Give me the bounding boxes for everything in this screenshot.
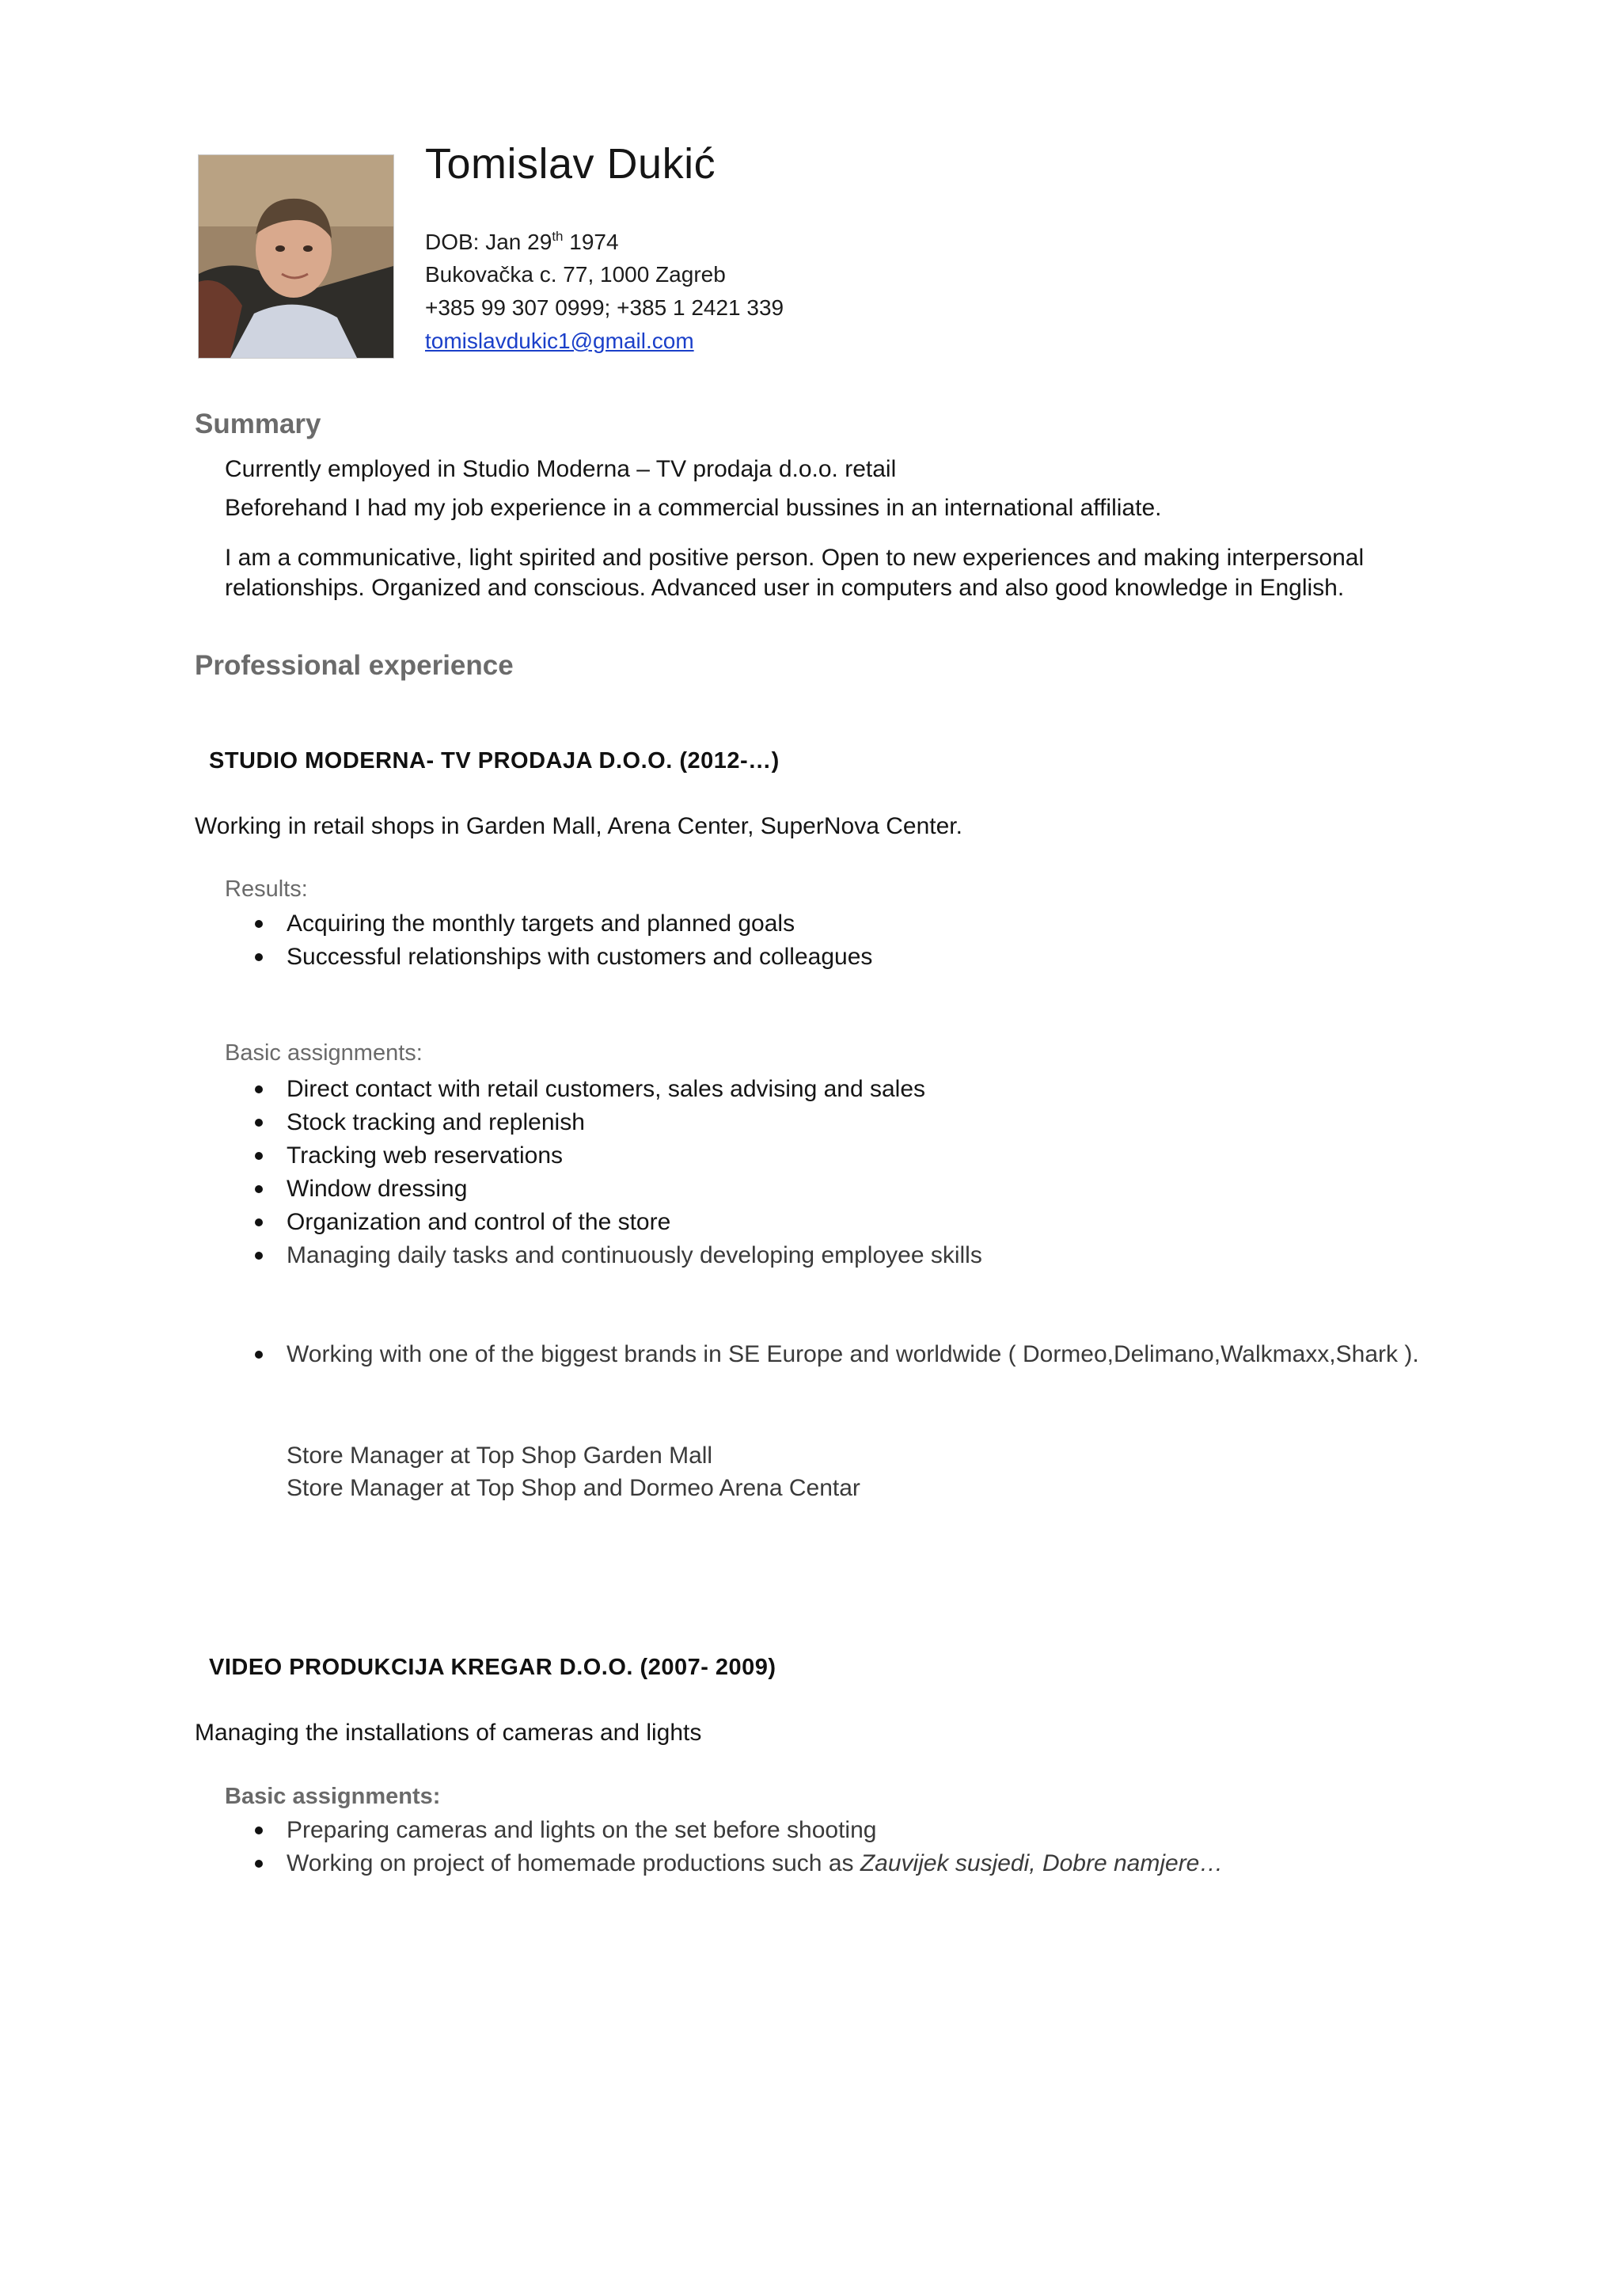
list-item: Managing daily tasks and continuously developing employee skills: [252, 1239, 982, 1272]
results-label: Results:: [225, 876, 308, 902]
list-item: Organization and control of the store: [252, 1206, 982, 1239]
project-titles: Zauvijek susjedi, Dobre namjere…: [860, 1850, 1224, 1876]
list-item: Acquiring the monthly targets and planned goals: [252, 907, 872, 941]
results-list: [252, 907, 872, 974]
list-item: Preparing cameras and lights on the set before shooting: [252, 1814, 1223, 1847]
assignments-label: Basic assignments:: [225, 1784, 441, 1809]
list-item: Successful relationships with customers and colleagues: [252, 941, 872, 974]
bullet-icon: [255, 1827, 263, 1834]
phone-numbers: +385 99 307 0999; +385 1 2421 339: [425, 295, 784, 320]
bullet-icon: [255, 1218, 263, 1226]
bullet-icon: [255, 1351, 263, 1359]
bullet-icon: [255, 953, 263, 961]
list-item: Stock tracking and replenish: [252, 1106, 982, 1139]
company-title: VIDEO PRODUKCIJA KREGAR D.O.O. (2007- 2009): [209, 1655, 776, 1680]
role-line: Store Manager at Top Shop and Dormeo Arena Centar: [287, 1475, 860, 1501]
bullet-icon: [255, 920, 263, 928]
summary-line: I am a communicative, light spirited and positive person. Open to new experiences and making interpersonal: [225, 545, 1365, 571]
assignments-list: [252, 1073, 982, 1272]
summary-line: relationships. Organized and conscious. Advanced user in computers and also good knowledge in English.: [225, 575, 1345, 601]
summary-line: Beforehand I had my job experience in a commercial bussines in an international affiliate.: [225, 495, 1162, 521]
portrait-image: [199, 155, 393, 358]
address: Bukovačka c. 77, 1000 Zagreb: [425, 262, 726, 287]
job-description: Managing the installations of cameras and lights: [195, 1720, 702, 1746]
bullet-icon: [255, 1252, 263, 1260]
email-link[interactable]: tomislavdukic1@gmail.com: [425, 329, 694, 353]
company-title: STUDIO MODERNA- TV PRODAJA D.O.O. (2012-…): [209, 748, 780, 774]
summary-line: Currently employed in Studio Moderna – TV prodaja d.o.o. retail: [225, 456, 897, 482]
bullet-icon: [255, 1152, 263, 1160]
experience-heading: Professional experience: [195, 650, 514, 681]
full-name: Tomislav Dukić: [425, 140, 716, 188]
list-item: Working with one of the biggest brands in SE Europe and worldwide ( Dormeo,Delimano,Walkmaxx,Shark ).: [252, 1338, 1419, 1371]
bullet-icon: [255, 1119, 263, 1127]
list-item: Window dressing: [252, 1173, 982, 1206]
bullet-icon: [255, 1860, 263, 1868]
profile-photo: [198, 154, 394, 359]
summary-heading: Summary: [195, 409, 321, 439]
list-item: Working on project of homemade productions such as Zauvijek susjedi, Dobre namjere…: [252, 1847, 1223, 1880]
date-of-birth: DOB: Jan 29th 1974: [425, 229, 619, 254]
list-item: Direct contact with retail customers, sales advising and sales: [252, 1073, 982, 1106]
role-line: Store Manager at Top Shop Garden Mall: [287, 1443, 713, 1469]
job-description: Working in retail shops in Garden Mall, Arena Center, SuperNova Center.: [195, 813, 962, 839]
list-item: Tracking web reservations: [252, 1139, 982, 1173]
bullet-icon: [255, 1185, 263, 1193]
brands-list: [252, 1338, 1419, 1371]
assignments-label: Basic assignments:: [225, 1040, 423, 1066]
bullet-icon: [255, 1085, 263, 1093]
assignments-list: [252, 1814, 1223, 1880]
